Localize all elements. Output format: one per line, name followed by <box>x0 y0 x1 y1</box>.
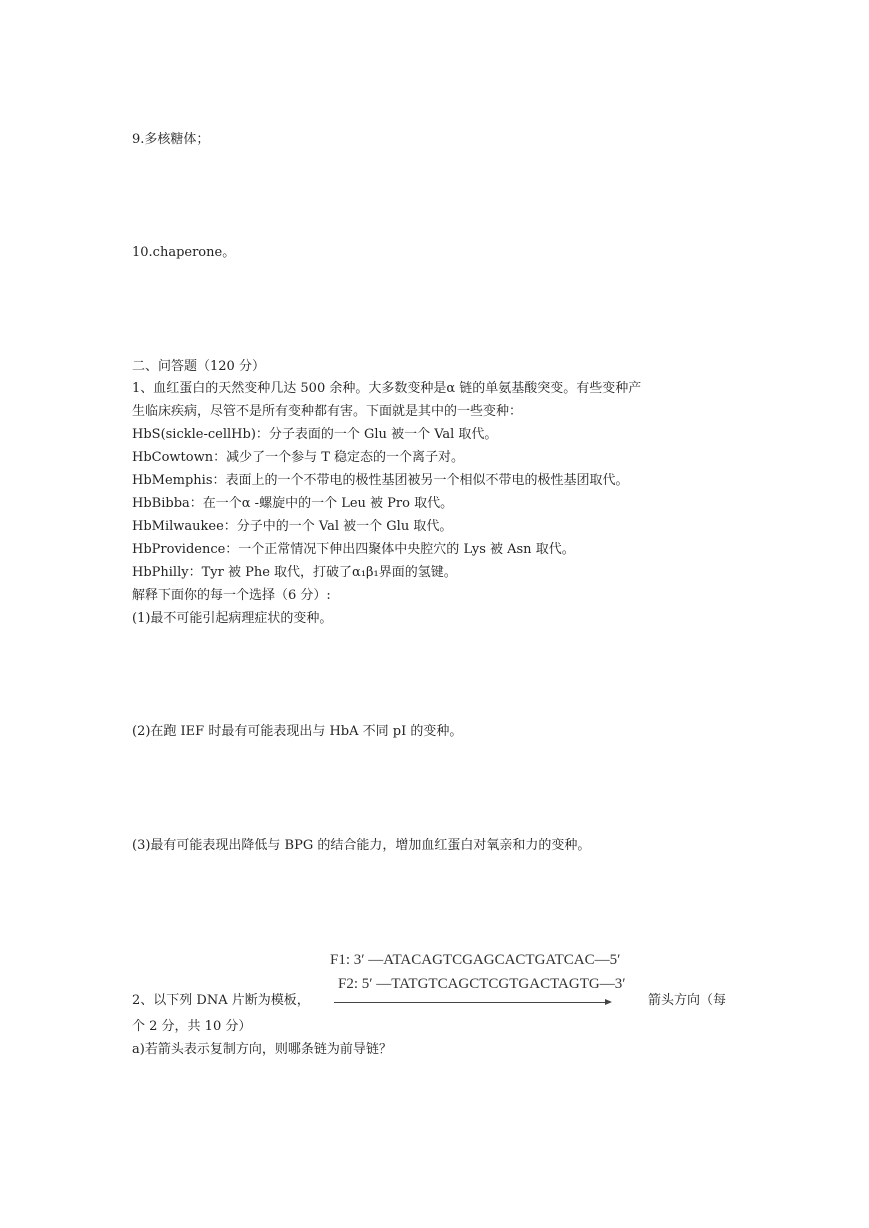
q1-sub3: (3)最有可能表现出降低与 BPG 的结合能力，增加血红蛋白对氧亲和力的变种。 <box>132 838 591 853</box>
dna-strands-figure <box>320 948 660 1010</box>
q1-intro-line2: 生临床疾病，尽管不是所有变种都有害。下面就是其中的一些变种： <box>132 404 523 419</box>
question-9: 9.多核糖体； <box>132 132 210 147</box>
strand-f1: F1: 3′ —ATACAGTCGAGCACTGATCAC—5′ <box>330 952 621 968</box>
strand-f2: F2: 5′ —TATGTCAGCTCGTGACTAGTG—3′ <box>338 976 626 992</box>
q1-instruction: 解释下面你的每一个选择（6 分）: <box>132 588 331 603</box>
q2-stem-right: 箭头方向（每 <box>648 993 727 1008</box>
variant-hbs: HbS(sickle-cellHb)：分子表面的一个 Glu 被一个 Val 取代。 <box>132 427 498 442</box>
section-heading: 二、问答题（120 分） <box>132 359 265 374</box>
q2-line2: 个 2 分，共 10 分） <box>132 1019 252 1034</box>
direction-arrow <box>334 1002 610 1003</box>
q1-intro-line1: 1、血红蛋白的天然变种几达 500 余种。大多数变种是α 链的单氨基酸突变。有些变种产 <box>132 381 642 396</box>
variant-hbcowtown: HbCowtown：减少了一个参与 T 稳定态的一个离子对。 <box>132 450 465 465</box>
question-10: 10.chaperone。 <box>132 245 236 260</box>
variant-hbmemphis: HbMemphis：表面上的一个不带电的极性基团被另一个相似不带电的极性基团取代。 <box>132 473 629 488</box>
variant-hbmilwaukee: HbMilwaukee：分子中的一个 Val 被一个 Glu 取代。 <box>132 519 453 534</box>
variant-hbbibba: HbBibba：在一个α -螺旋中的一个 Leu 被 Pro 取代。 <box>132 496 454 511</box>
q2-sub-a: a)若箭头表示复制方向，则哪条链为前导链？ <box>132 1042 392 1057</box>
variant-hbphilly: HbPhilly：Tyr 被 Phe 取代，打破了α₁β₁界面的氢键。 <box>132 565 457 580</box>
variant-hbprovidence: HbProvidence：一个正常情况下伸出四聚体中央腔穴的 Lys 被 Asn 取代。 <box>132 542 575 557</box>
q2-stem-left: 2、以下列 DNA 片断为模板， <box>132 993 310 1008</box>
q1-sub2: (2)在跑 IEF 时最有可能表现出与 HbA 不同 pI 的变种。 <box>132 724 463 739</box>
q1-sub1: (1)最不可能引起病理症状的变种。 <box>132 611 333 626</box>
